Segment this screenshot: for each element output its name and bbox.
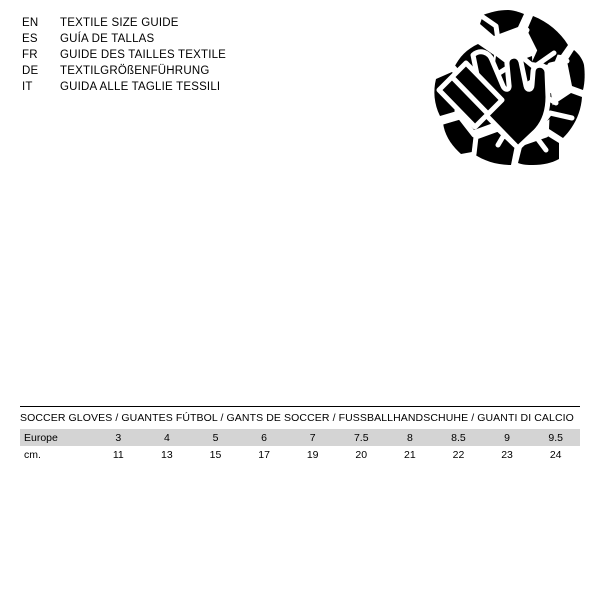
size-table bbox=[20, 429, 580, 463]
table-cell: 8 bbox=[386, 429, 435, 446]
legend-row bbox=[22, 64, 226, 79]
table-cell: 24 bbox=[549, 448, 562, 461]
table-cell: 11 bbox=[112, 448, 124, 461]
legend-language-text: GUÍA DE TALLAS bbox=[60, 33, 155, 45]
table-cell: 7 bbox=[288, 429, 337, 446]
table-cell: 19 bbox=[306, 448, 319, 461]
legend-language-text: TEXTILGRÖßENFÜHRUNG bbox=[60, 65, 210, 77]
table-cell: 7.5 bbox=[337, 429, 386, 446]
legend-row bbox=[22, 32, 226, 47]
table-top-divider bbox=[20, 406, 580, 407]
legend-row bbox=[22, 48, 226, 63]
table-row bbox=[20, 429, 580, 446]
table-cell: 5 bbox=[191, 429, 240, 446]
size-table-section bbox=[20, 412, 580, 463]
legend-language-text: TEXTILE SIZE GUIDE bbox=[60, 17, 179, 29]
language-legend bbox=[22, 16, 226, 95]
table-cell: 6 bbox=[240, 429, 289, 446]
table-cell: 17 bbox=[258, 448, 270, 461]
table-cell: 23 bbox=[501, 448, 513, 461]
legend-language-code: FR bbox=[22, 49, 38, 61]
legend-language-text: GUIDE DES TAILLES TEXTILE bbox=[60, 49, 227, 61]
table-cell: 13 bbox=[161, 448, 173, 461]
table-cell: 9.5 bbox=[531, 429, 580, 446]
table-cell: 9 bbox=[483, 429, 532, 446]
legend-language-code: ES bbox=[22, 33, 38, 45]
legend-row bbox=[22, 16, 226, 31]
row-label-cm: cm. bbox=[24, 448, 41, 461]
table-cell: 15 bbox=[209, 448, 222, 461]
goalkeeper-glove-and-ball-icon bbox=[396, 6, 586, 196]
legend-row bbox=[22, 80, 226, 95]
table-cell: 22 bbox=[452, 448, 465, 461]
table-cell: 21 bbox=[404, 448, 416, 461]
table-cell: 20 bbox=[355, 448, 368, 461]
table-cell: 8.5 bbox=[434, 429, 483, 446]
legend-language-text: GUIDA ALLE TAGLIE TESSILI bbox=[60, 81, 221, 93]
table-row bbox=[20, 446, 580, 463]
row-label-europe: Europe bbox=[20, 429, 94, 446]
legend-language-code: DE bbox=[22, 65, 39, 77]
legend-language-code: IT bbox=[22, 81, 33, 93]
table-cell: 4 bbox=[143, 429, 192, 446]
table-cell: 3 bbox=[94, 429, 143, 446]
size-table-title: SOCCER GLOVES / GUANTES FÚTBOL / GANTS DE SOCCER / FUSSBALLHANDSCHUHE / GUANTI DI CALCIO bbox=[20, 412, 574, 424]
legend-language-code: EN bbox=[22, 17, 39, 29]
